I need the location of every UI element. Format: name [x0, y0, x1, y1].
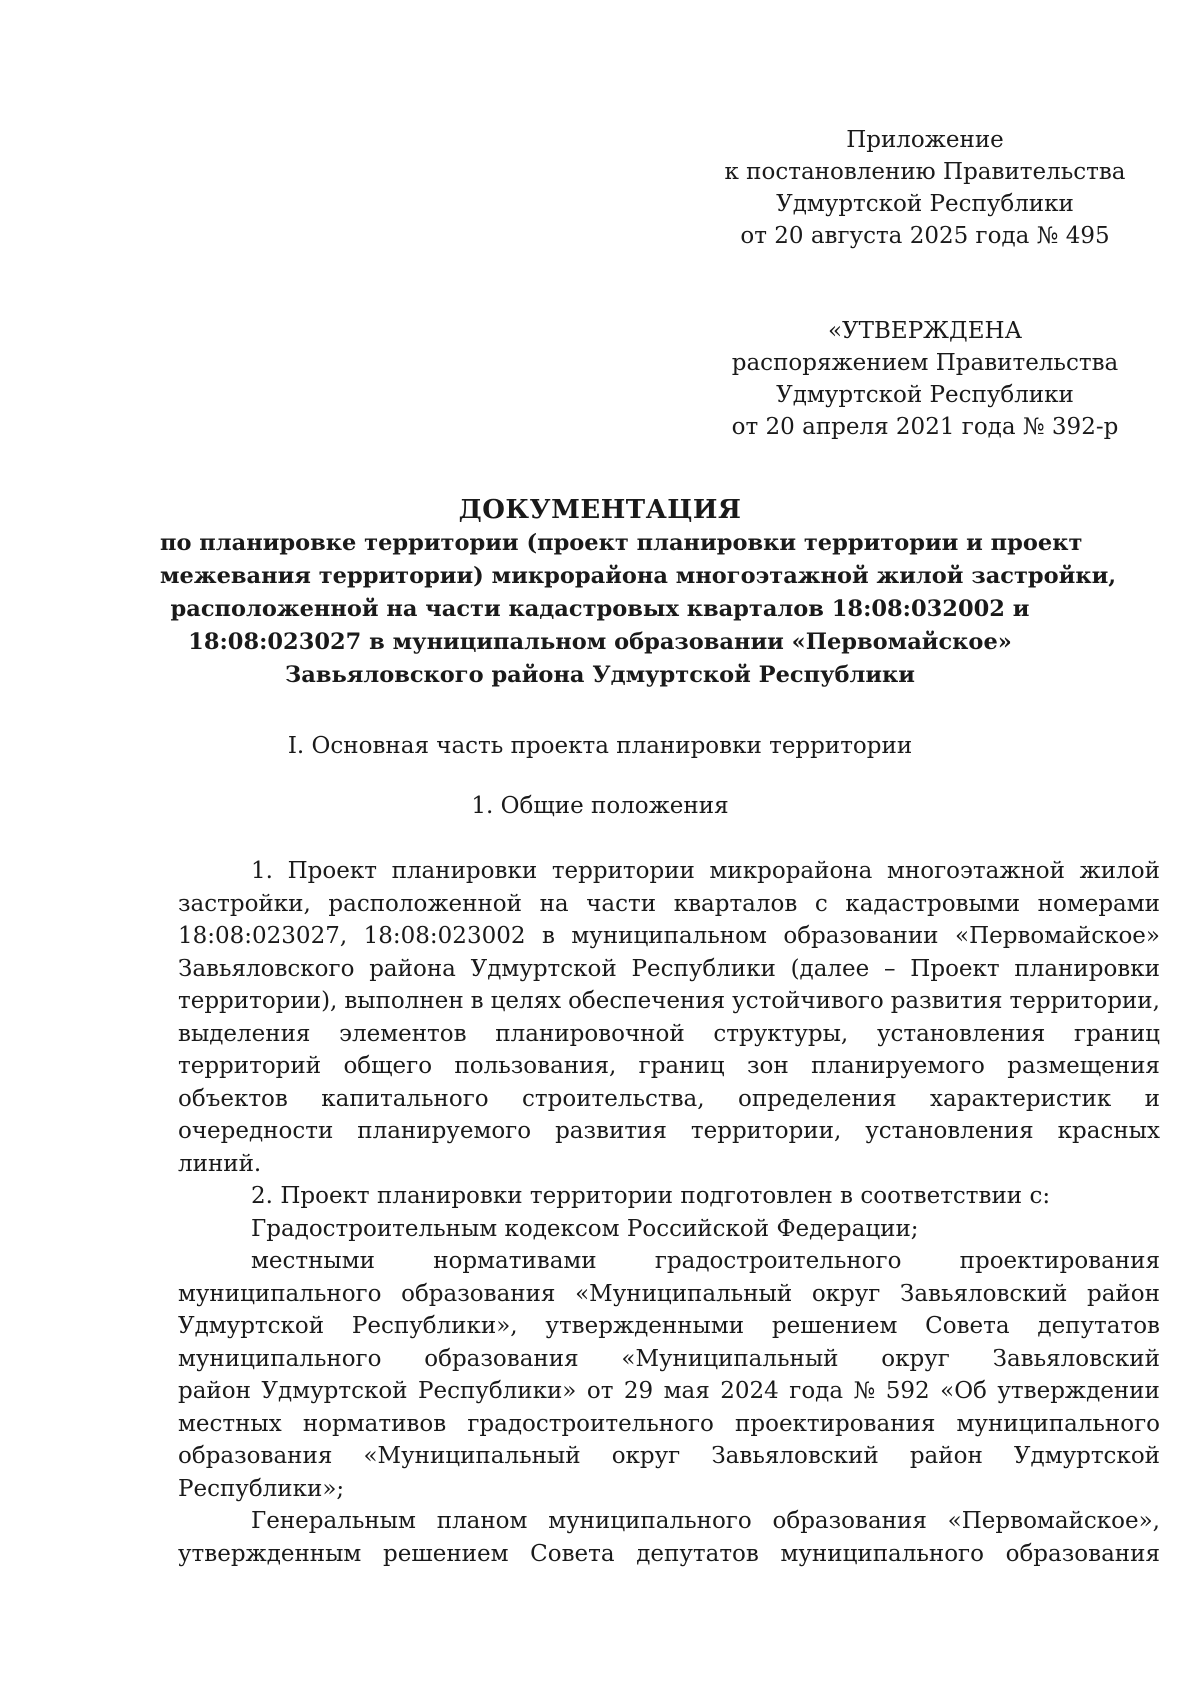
subtitle-line: межевания территории) микрорайона многоэтажной жилой застройки, [160, 563, 1117, 589]
body-line: местных нормативов градостроительного проектирования муниципального [178, 1410, 1160, 1437]
body-line: объектов капитального строительства, определения характеристик и [178, 1085, 1160, 1112]
appendix-line: Удмуртской Республики [776, 191, 1074, 217]
document-title-block [160, 493, 1117, 692]
body-line: Республики»; [178, 1475, 345, 1502]
body-line: муниципального образования «Муниципальный округ Завьяловский [178, 1345, 1160, 1372]
subtitle-line: 18:08:023027 в муниципальном образовании «Первомайское» [188, 629, 1012, 655]
body-line: 2. Проект планировки территории подготовлен в соответствии с: [251, 1183, 1051, 1209]
appendix-block [690, 124, 1160, 252]
body-line: Завьяловского района Удмуртской Республики (далее – Проект планировки [178, 955, 1160, 982]
body-line: застройки, расположенной на части кварталов с кадастровыми номерами [178, 890, 1160, 917]
body-line: утвержденным решением Совета депутатов муниципального образования [178, 1540, 1160, 1567]
body-line: муниципального образования «Муниципальный округ Завьяловский район [178, 1280, 1160, 1307]
approval-block [690, 315, 1160, 443]
body-line: район Удмуртской Республики» от 29 мая 2024 года № 592 «Об утверждении [178, 1378, 1160, 1404]
approval-line: от 20 апреля 2021 года № 392-р [731, 414, 1119, 440]
subsection-heading: 1. Общие положения [471, 793, 729, 819]
body-line: выделения элементов планировочной структуры, установления границ [178, 1020, 1160, 1047]
body-line: территорий общего пользования, границ зон планируемого размещения [178, 1053, 1160, 1079]
body-line: местными нормативами градостроительного проектирования [251, 1248, 1160, 1274]
body-line: Градостроительным кодексом Российской Федерации; [251, 1215, 919, 1242]
document-subtitle [160, 527, 1117, 692]
document-title: ДОКУМЕНТАЦИЯ [458, 495, 742, 525]
body-line: Удмуртской Республики», утвержденными решением Совета депутатов [178, 1313, 1160, 1339]
approval-line: Удмуртской Республики [776, 382, 1074, 408]
body-line: образования «Муниципальный округ Завьяловский район Удмуртской [178, 1443, 1160, 1469]
subtitle-line: расположенной на части кадастровых кварталов 18:08:032002 и [170, 596, 1030, 622]
body-line: 18:08:023027, 18:08:023002 в муниципальном образовании «Первомайское» [178, 923, 1160, 949]
approval-line: «УТВЕРЖДЕНА [827, 318, 1022, 344]
appendix-line: к постановлению Правительства [724, 159, 1126, 185]
subtitle-line: по планировке территории (проект планировки территории и проект [160, 530, 1083, 556]
body-line: территории), выполнен в целях обеспечения устойчивого развития территории, [178, 988, 1160, 1014]
approval-line: распоряжением Правительства [731, 350, 1119, 376]
body-line: линий. [178, 1150, 262, 1177]
appendix-line: Приложение [846, 127, 1004, 153]
subtitle-line: Завьяловского района Удмуртской Республики [285, 662, 915, 688]
body-line: Генеральным планом муниципального образования «Первомайское», [251, 1508, 1160, 1534]
appendix-line: от 20 августа 2025 года № 495 [740, 223, 1110, 249]
section-heading: I. Основная часть проекта планировки территории [287, 733, 913, 759]
body-text [178, 855, 1160, 1570]
body-line: очередности планируемого развития территории, установления красных [178, 1118, 1160, 1144]
body-line: 1. Проект планировки территории микрорайона многоэтажной жилой [251, 858, 1160, 884]
